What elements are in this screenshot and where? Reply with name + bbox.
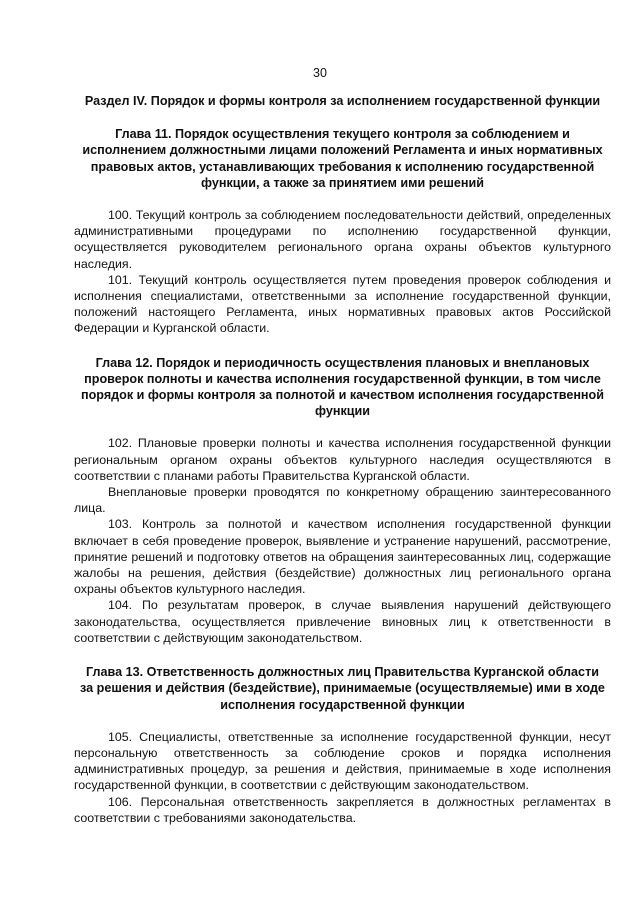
chapter-title: Глава 13. Ответственность должностных лиц Правительства Курганской области за решения и действия (бездействие), принимаемые (осуществляемые) ими в ходе исполнения государственной функции [80, 665, 605, 712]
page-number: 30 [313, 66, 327, 80]
paragraph-102: 102. Плановые проверки полноты и качества исполнения государственной функции региональным органом охраны объектов культурного наследия осуществляются в соответствии с планами работы Правительства Курганской области. [74, 436, 611, 483]
paragraph-104: 104. По результатам проверок, в случае выявления нарушений действующего законодательства, осуществляется привлечение виновных лиц к ответственности в соответствии с действующим законодательством. [74, 598, 611, 645]
chapter-title: Глава 11. Порядок осуществления текущего контроля за соблюдением и исполнением должностными лицами положений Регламента и иных нормативных правовых актов, устанавливающих требования к исполнению государственной функции, а также за принятием ими решений [82, 127, 603, 190]
paragraph-unscheduled-checks: Внеплановые проверки проводятся по конкретному обращению заинтересованного лица. [74, 485, 611, 516]
chapter-13 [74, 664, 611, 826]
paragraph-103: 103. Контроль за полнотой и качеством исполнения государственной функции включает в себя проведение проверок, выявление и устранение нарушений, рассмотрение, принятие решений и подготовку ответов на обращения заинтересованных лиц, содержащие жалобы на решения, действия (бездействие) должностных лиц регионального органа охраны объектов культурного наследия. [74, 517, 611, 597]
document-body [74, 93, 611, 844]
chapter-11 [74, 126, 611, 336]
chapter-12 [74, 355, 611, 646]
chapter-title: Глава 12. Порядок и периодичность осуществления плановых и внеплановых проверок полноты и качества исполнения государственной функции, в том числе порядок и формы контроля за полнотой и качеством исполнения государственной функции [81, 355, 604, 419]
section-title: Раздел IV. Порядок и формы контроля за исполнением государственной функции [84, 94, 601, 108]
paragraph-106: 106. Персональная ответственность закрепляется в должностных регламентах в соответствии с требованиями законодательства. [74, 794, 611, 825]
paragraph-105: 105. Специалисты, ответственные за исполнение государственной функции, несут персональную ответственность за соблюдение сроков и порядка исполнения административных процедур, за решения и действия, принимаемые в ходе исполнения государственной функции, в соответствии с действующим законодательством. [74, 729, 611, 793]
paragraph-101: 101. Текущий контроль осуществляется путем проведения проверок соблюдения и исполнения специалистами, ответственными за исполнение государственной функции, положений настоящего Регламента, иных нормативных правовых актов Российской Федерации и Курганской области. [74, 272, 611, 336]
paragraph-100: 100. Текущий контроль за соблюдением последовательности действий, определенных административными процедурами по исполнению государственной функции, осуществляется руководителем регионального органа охраны объектов культурного наследия. [74, 208, 611, 271]
